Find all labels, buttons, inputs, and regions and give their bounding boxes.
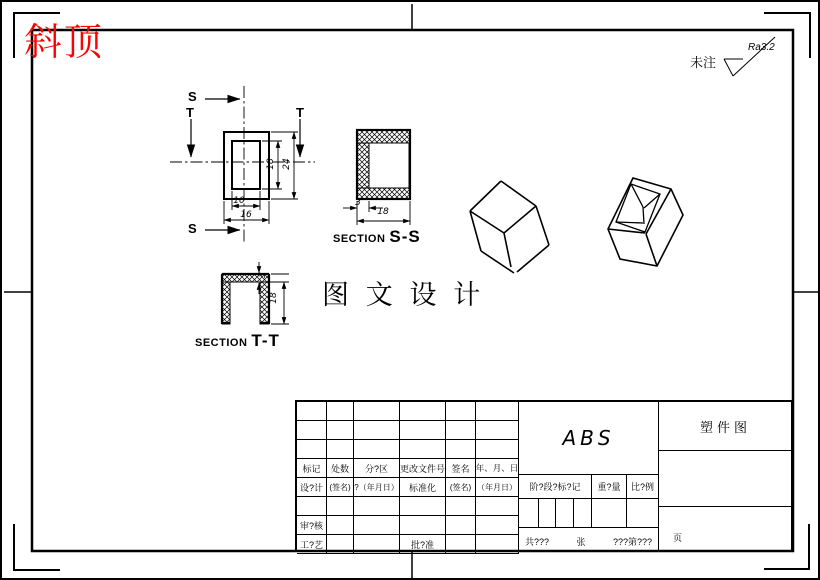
ss-dim-wall: 3 xyxy=(355,198,361,208)
tb-scale-label: 比?例 xyxy=(627,475,658,499)
dim-outer-width: 16 xyxy=(240,210,252,220)
title-block-cell xyxy=(297,402,327,421)
tb-sheets-unit: 张 xyxy=(576,536,586,547)
title-block-cell xyxy=(592,499,627,528)
isometric-view-closed xyxy=(470,181,549,273)
roughness-value: Ra3.2 xyxy=(748,42,775,53)
section-ss-name: S-S xyxy=(389,227,421,246)
title-block-cell xyxy=(476,421,519,440)
title-block-cell xyxy=(446,497,476,516)
surface-note-label: 未注 xyxy=(690,55,717,70)
title-block-cell xyxy=(354,535,400,554)
tb-standardize-label: 标准化 xyxy=(400,478,446,497)
title-block-middle xyxy=(519,402,658,550)
tb-header-zone: 分?区 xyxy=(354,459,400,478)
title-block-cell xyxy=(327,497,354,516)
tb-header-count: 处数 xyxy=(327,459,354,478)
tb-header-mark: 标记 xyxy=(297,459,327,478)
tb-header-sign: 签名 xyxy=(446,459,476,478)
tb-page-label: 页 xyxy=(673,533,683,543)
center-caption: 图 文 设 计 xyxy=(322,280,486,310)
title-block-cell xyxy=(446,402,476,421)
title-block-cell xyxy=(400,440,446,459)
section-ss-prefix: SECTION xyxy=(333,233,386,245)
tb-designer-label: 设?计 xyxy=(297,478,327,497)
section-arrow-label-s-top: S xyxy=(188,89,197,104)
tb-review-label: 审?核 xyxy=(297,516,327,535)
title-block-cell xyxy=(446,421,476,440)
tb-process-label: 工?艺 xyxy=(297,535,327,554)
title-block-cell xyxy=(400,402,446,421)
title-block-cell xyxy=(446,440,476,459)
tt-dim-height: 18 xyxy=(269,292,279,304)
isometric-view-open xyxy=(608,178,683,266)
title-block-left-grid xyxy=(297,402,519,554)
red-annotation: 斜顶 xyxy=(24,22,105,64)
title-block-cell xyxy=(574,499,592,528)
title-block-cell xyxy=(327,516,354,535)
title-block-cell xyxy=(327,402,354,421)
drawing-title: 塑件图 xyxy=(659,402,792,451)
tb-sheet-no: ???第??? xyxy=(612,536,652,547)
section-ss-label xyxy=(333,227,421,247)
section-tt-label xyxy=(195,331,280,351)
title-block-cell xyxy=(354,497,400,516)
title-block-cell xyxy=(354,440,400,459)
tb-designer-sign: (签名) xyxy=(327,478,354,497)
title-block-cell xyxy=(327,421,354,440)
tb-weight-label: 重?量 xyxy=(592,475,627,499)
title-block-cell xyxy=(400,497,446,516)
tb-header-date: 年、月、日 xyxy=(476,459,519,478)
dim-inner-height: 18 xyxy=(266,158,276,170)
page-cell xyxy=(659,507,792,550)
title-block-cell xyxy=(446,535,476,554)
title-block-cell xyxy=(297,497,327,516)
dim-inner-width: 10 xyxy=(233,196,245,206)
tb-sheets-total: 共??? xyxy=(525,536,550,547)
title-block-cell xyxy=(400,516,446,535)
title-block-cell xyxy=(476,440,519,459)
tt-dim-wall: 3 xyxy=(258,272,268,278)
tb-stage-label: 阶?段?标?记 xyxy=(519,475,592,499)
title-block-cell xyxy=(519,499,539,528)
title-block-cell xyxy=(354,516,400,535)
section-arrow-label-t-left: T xyxy=(186,105,194,120)
title-block-cell xyxy=(327,535,354,554)
title-block-cell xyxy=(476,402,519,421)
material-cell xyxy=(519,402,658,475)
title-block-cell xyxy=(400,421,446,440)
title-block-cell xyxy=(659,451,792,507)
title-block-cell xyxy=(627,499,658,528)
title-block-cell xyxy=(476,497,519,516)
section-tt-name: T-T xyxy=(251,331,280,350)
title-block-right xyxy=(658,402,792,550)
title-block-cell xyxy=(476,516,519,535)
title-block-cell xyxy=(446,516,476,535)
dim-outer-height: 24 xyxy=(282,158,292,170)
tb-header-docno: 更改文件号 xyxy=(400,459,446,478)
tb-designer-date: ?（年月日） xyxy=(354,478,400,497)
title-block-cell xyxy=(297,421,327,440)
title-block-cell xyxy=(556,499,574,528)
title-block xyxy=(295,400,793,552)
title-block-cell xyxy=(476,535,519,554)
section-tt-prefix: SECTION xyxy=(195,337,248,349)
title-block-cell xyxy=(297,440,327,459)
title-block-cell xyxy=(354,421,400,440)
tb-standardize-sign: (签名) xyxy=(446,478,476,497)
title-block-cell xyxy=(354,402,400,421)
sheet-info-row xyxy=(519,528,658,554)
title-block-cell xyxy=(327,440,354,459)
section-arrow-label-s-bottom: S xyxy=(188,221,197,236)
material-value: ABS xyxy=(562,426,615,450)
ss-dim-width: 18 xyxy=(377,207,389,217)
tb-approve-label: 批?准 xyxy=(400,535,446,554)
section-arrow-label-t-right: T xyxy=(296,105,304,120)
tb-standardize-date: （年月日） xyxy=(476,478,519,497)
title-block-cell xyxy=(539,499,556,528)
